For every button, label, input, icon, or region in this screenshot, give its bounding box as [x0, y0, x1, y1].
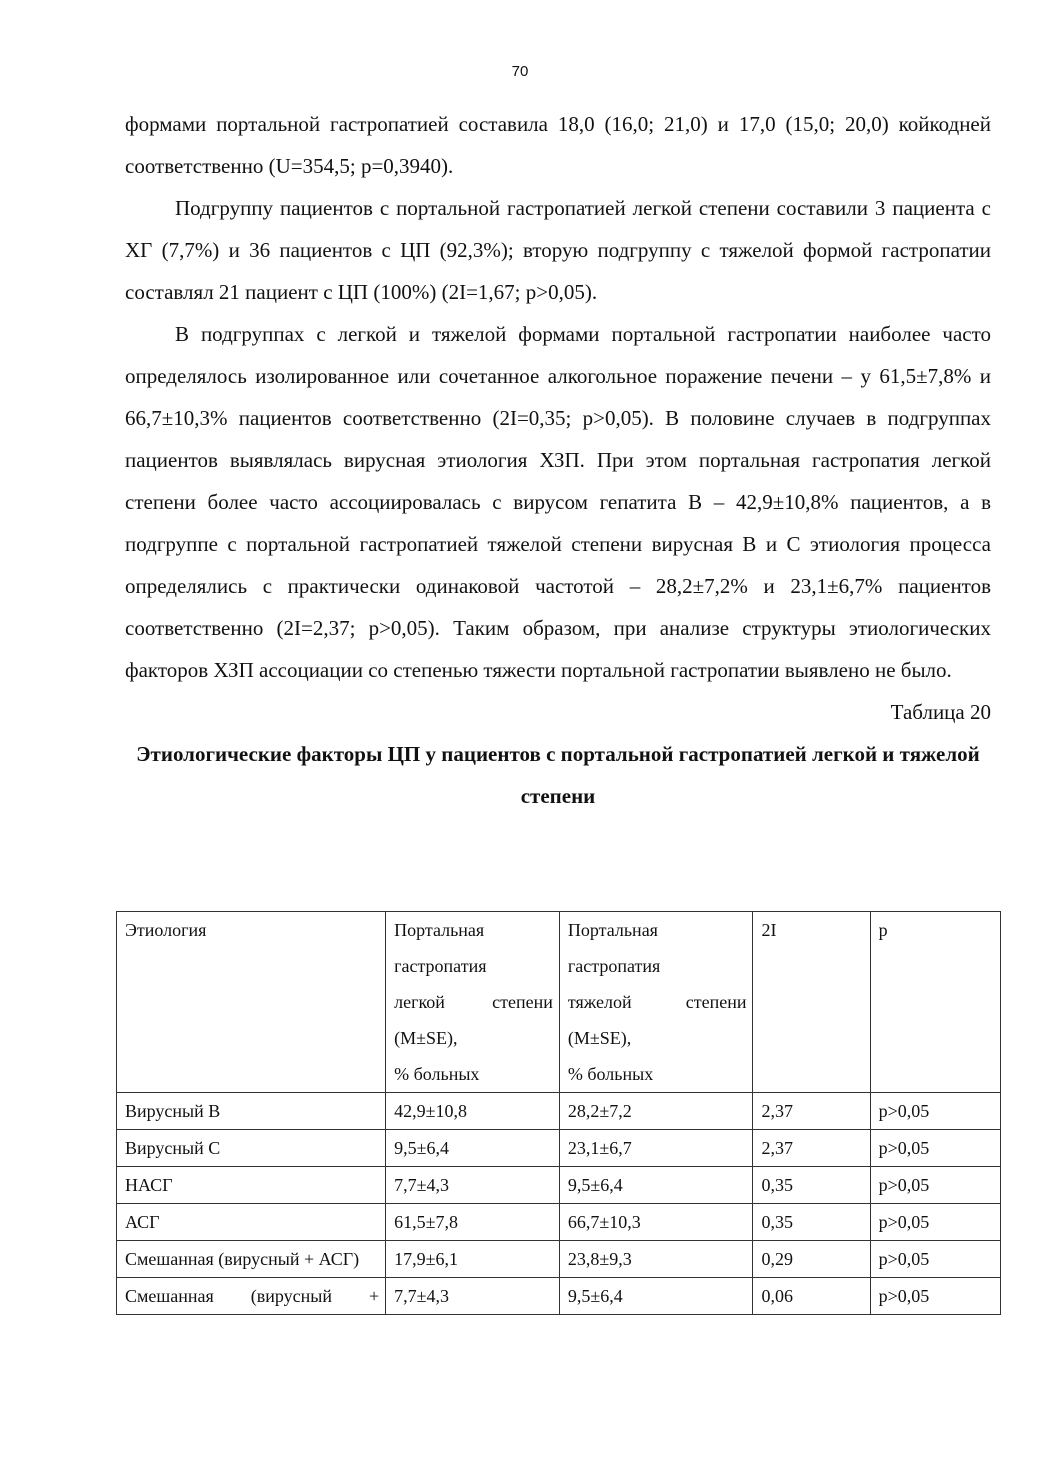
header-word: степени — [492, 992, 553, 1012]
header-line: Портальная — [567, 920, 658, 940]
cell-chi: 2,37 — [753, 1093, 870, 1130]
table-row — [117, 1093, 1001, 1130]
paragraph: формами портальной гастропатией составила 18,0 (16,0; 21,0) и 17,0 (15,0; 20,0) койкодней соответственно (U=354,5; p=0,3940). — [125, 112, 991, 178]
table-title: Этиологические факторы ЦП у пациентов с портальной гастропатией легкой и тяжелой степени — [136, 742, 980, 808]
header-line — [394, 984, 553, 1020]
header-etiology: Этиология — [117, 912, 386, 1093]
table-row — [117, 1204, 1001, 1241]
table-row — [117, 1278, 1001, 1315]
cell-light: 9,5±6,4 — [386, 1130, 560, 1167]
cell-etiology: АСГ — [117, 1204, 386, 1241]
header-word: тяжелой — [567, 992, 632, 1012]
cell-word: (вирусный — [250, 1286, 332, 1306]
cell-p: p>0,05 — [870, 1241, 1000, 1278]
cell-word: Смешанная — [125, 1286, 214, 1306]
paragraph: Подгруппу пациентов с портальной гастропатией легкой степени составили 3 пациента с ХГ (7,7%) и 36 пациентов с ЦП (92,3%); вторую подгруппу с тяжелой формой гастропатии составлял 21 пациент с ЦП (100%) (2I=1,67; p>0,05). — [125, 196, 991, 304]
cell-light: 17,9±6,1 — [386, 1241, 560, 1278]
header-word: степени — [685, 992, 747, 1012]
cell-etiology — [117, 1278, 386, 1315]
cell-heavy: 66,7±10,3 — [559, 1204, 753, 1241]
cell-light: 42,9±10,8 — [386, 1093, 560, 1130]
table-header-row — [117, 912, 1001, 1093]
header-line: (M±SE), — [567, 1028, 632, 1048]
cell-chi: 0,35 — [753, 1167, 870, 1204]
cell-etiology-text — [125, 1278, 379, 1314]
cell-p: p>0,05 — [870, 1093, 1000, 1130]
cell-etiology: Вирусный В — [117, 1093, 386, 1130]
header-line: гастропатия — [394, 956, 487, 976]
cell-light: 7,7±4,3 — [386, 1167, 560, 1204]
header-heavy-grade — [559, 912, 753, 1093]
header-word: легкой — [394, 992, 445, 1012]
cell-word: + — [368, 1286, 380, 1306]
cell-heavy: 28,2±7,2 — [559, 1093, 753, 1130]
table-label: Таблица 20 — [890, 700, 991, 724]
cell-heavy: 9,5±6,4 — [559, 1278, 753, 1315]
cell-p: p>0,05 — [870, 1130, 1000, 1167]
table-row — [117, 1241, 1001, 1278]
cell-chi: 0,35 — [753, 1204, 870, 1241]
cell-heavy: 23,8±9,3 — [559, 1241, 753, 1278]
etiology-table — [116, 911, 1001, 1315]
cell-p: p>0,05 — [870, 1278, 1000, 1315]
header-line: (M±SE), — [394, 1028, 458, 1048]
cell-chi: 0,06 — [753, 1278, 870, 1315]
cell-etiology: НАСГ — [117, 1167, 386, 1204]
cell-p: p>0,05 — [870, 1167, 1000, 1204]
cell-etiology: Смешанная (вирусный + АСГ) — [117, 1241, 386, 1278]
cell-light: 7,7±4,3 — [386, 1278, 560, 1315]
cell-heavy: 9,5±6,4 — [559, 1167, 753, 1204]
cell-chi: 2,37 — [753, 1130, 870, 1167]
cell-etiology: Вирусный С — [117, 1130, 386, 1167]
cell-chi: 0,29 — [753, 1241, 870, 1278]
header-line: Портальная — [394, 920, 485, 940]
header-line: % больных — [394, 1064, 480, 1084]
header-p: p — [870, 912, 1000, 1093]
header-line: % больных — [567, 1064, 654, 1084]
header-line: гастропатия — [567, 956, 661, 976]
header-line — [568, 984, 747, 1020]
body-text — [125, 103, 991, 817]
table-row — [117, 1130, 1001, 1167]
table-row — [117, 1167, 1001, 1204]
header-chi: 2I — [753, 912, 870, 1093]
cell-p: p>0,05 — [870, 1204, 1000, 1241]
header-light-grade — [386, 912, 560, 1093]
page-number: 70 — [511, 63, 529, 80]
cell-light: 61,5±7,8 — [386, 1204, 560, 1241]
cell-heavy: 23,1±6,7 — [559, 1130, 753, 1167]
paragraph: В подгруппах с легкой и тяжелой формами портальной гастропатии наиболее часто определялось изолированное или сочетанное алкогольное поражение печени – у 61,5±7,8% и 66,7±10,3% пациентов соответственно (2I=0,35; p>0,05). В половине случаев в подгруппах пациентов выявлялась вирусная этиология ХЗП. При этом портальная гастропатия легкой степени более часто ассоциировалась с вирусом гепатита В – 42,9±10,8% пациентов, а в подгруппе с портальной гастропатией тяжелой степени вирусная В и С этиология процесса определялись с практически одинаковой частотой – 28,2±7,2% и 23,1±6,7% пациентов соответственно (2I=2,37; p>0,05). Таким образом, при анализе структуры этиологических факторов ХЗП ассоциации со степенью тяжести портальной гастропатии выявлено не было. — [125, 322, 991, 682]
